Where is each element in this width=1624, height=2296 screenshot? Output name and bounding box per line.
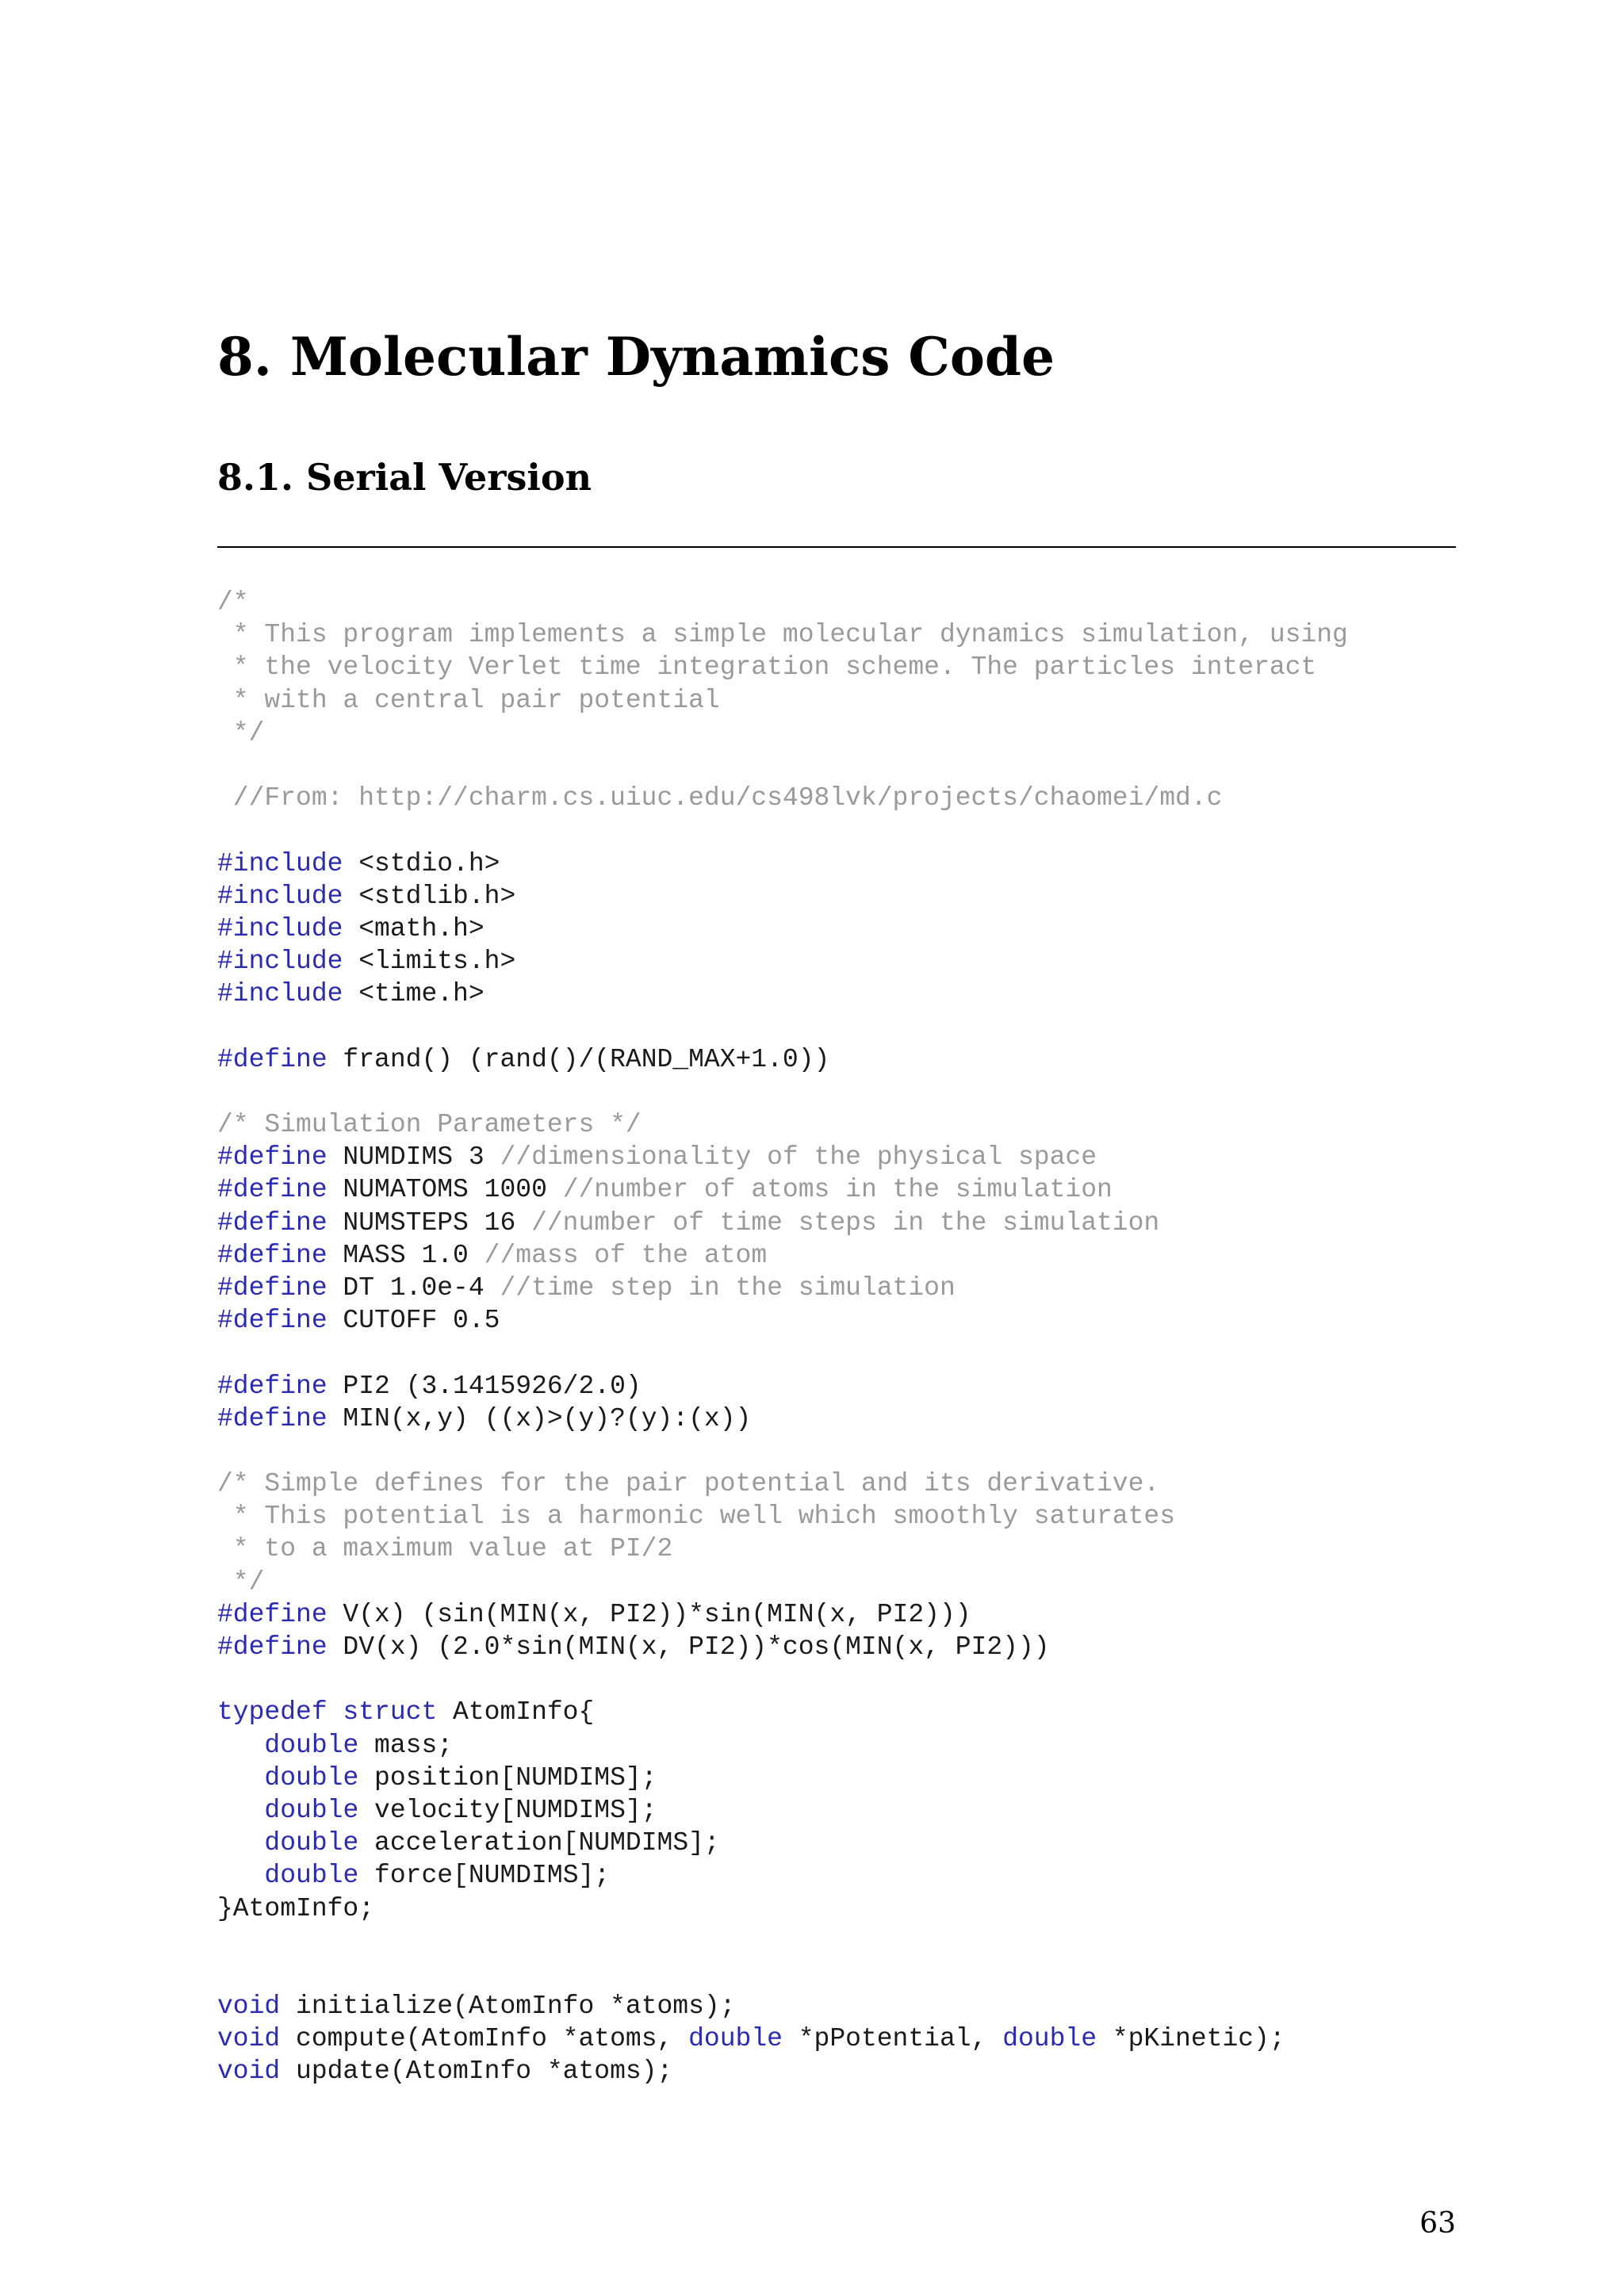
code-keyword: #define [217, 1272, 327, 1303]
code-line [217, 1402, 1348, 1435]
chapter-title: 8. Molecular Dynamics Code [217, 326, 1055, 388]
code-line [217, 1108, 1348, 1141]
code-text: NUMSTEPS 16 [327, 1207, 532, 1238]
code-line [217, 1435, 1348, 1468]
code-comment: //mass of the atom [484, 1240, 768, 1270]
code-text [217, 1861, 264, 1890]
code-text: velocity[NUMDIMS]; [358, 1795, 657, 1825]
code-text [217, 1796, 264, 1825]
code-keyword: void [217, 1992, 281, 2022]
code-line [217, 1663, 1348, 1696]
code-comment: */ [217, 718, 265, 748]
code-text: AtomInfo{ [437, 1697, 595, 1728]
code-comment: /* Simple defines for the pair potential and its derivative. [217, 1469, 1160, 1499]
code-keyword: #include [217, 913, 343, 943]
code-comment: /* Simulation Parameters */ [217, 1110, 642, 1139]
code-keyword: void [217, 2057, 281, 2087]
code-text: }AtomInfo; [217, 1893, 375, 1923]
code-line [217, 1076, 1348, 1108]
code-text: PI2 (3.1415926/2.0) [327, 1371, 642, 1401]
code-line [217, 1957, 1348, 1990]
code-line [217, 880, 1348, 913]
code-line [217, 782, 1348, 814]
code-line [217, 618, 1348, 651]
code-line [217, 1859, 1348, 1892]
code-text [217, 1731, 264, 1760]
code-text: mass; [358, 1730, 454, 1760]
section-title: 8.1. Serial Version [217, 456, 592, 499]
code-line [217, 1141, 1348, 1173]
code-text: frand() (rand()/(RAND_MAX+1.0)) [327, 1044, 830, 1074]
code-line [217, 684, 1348, 717]
code-line [217, 1207, 1348, 1239]
code-comment: */ [217, 1567, 265, 1597]
code-comment: * This potential is a harmonic well which smoothly saturates [217, 1502, 1175, 1532]
code-keyword: #define [217, 1632, 327, 1662]
code-text: NUMDIMS 3 [327, 1142, 500, 1173]
code-keyword: #define [217, 1044, 327, 1074]
code-comment: //number of time steps in the simulation [531, 1207, 1160, 1238]
code-keyword: double [264, 1861, 359, 1891]
code-line [217, 1370, 1348, 1402]
code-line [217, 945, 1348, 978]
code-keyword: #define [217, 1175, 327, 1205]
code-comment: * to a maximum value at PI/2 [217, 1534, 673, 1564]
code-text [217, 1763, 264, 1793]
code-line [217, 1010, 1348, 1043]
code-text: <stdlib.h> [343, 881, 516, 911]
code-comment: //number of atoms in the simulation [562, 1175, 1113, 1205]
code-line [217, 1925, 1348, 1957]
code-keyword: double [688, 2024, 783, 2054]
code-keyword: #include [217, 881, 343, 911]
code-line [217, 913, 1348, 945]
code-line [217, 2055, 1348, 2087]
code-line [217, 1468, 1348, 1500]
code-text: DV(x) (2.0*sin(MIN(x, PI2))*cos(MIN(x, PI2))) [327, 1632, 1050, 1662]
code-comment: /* [217, 587, 249, 617]
code-line [217, 848, 1348, 880]
code-text: <stdio.h> [343, 848, 500, 878]
code-keyword: #define [217, 1371, 327, 1401]
code-keyword: double [1002, 2024, 1097, 2054]
code-text: update(AtomInfo *atoms); [280, 2057, 673, 2087]
code-keyword: typedef struct [217, 1697, 438, 1728]
code-text: NUMATOMS 1000 [327, 1175, 563, 1205]
code-keyword: #define [217, 1306, 327, 1336]
code-text: compute(AtomInfo *atoms, [280, 2024, 689, 2054]
code-line [217, 1794, 1348, 1827]
code-line [217, 1990, 1348, 2022]
code-comment: * This program implements a simple molecular dynamics simulation, using [217, 620, 1348, 650]
code-line [217, 1762, 1348, 1794]
code-line [217, 586, 1348, 618]
code-line [217, 1173, 1348, 1206]
code-keyword: void [217, 2024, 281, 2054]
code-line [217, 1827, 1348, 1859]
code-line [217, 1892, 1348, 1925]
code-keyword: #include [217, 979, 343, 1009]
code-keyword: #include [217, 848, 343, 878]
code-text: position[NUMDIMS]; [358, 1762, 657, 1793]
code-text: <limits.h> [343, 947, 516, 977]
code-line [217, 1696, 1348, 1728]
code-text: acceleration[NUMDIMS]; [358, 1828, 720, 1858]
code-text [217, 1828, 264, 1858]
code-text: *pKinetic); [1097, 2024, 1285, 2054]
code-comment: //From: http://charm.cs.uiuc.edu/cs498lvk/projects/chaomei/md.c [217, 783, 1223, 813]
code-line [217, 651, 1348, 683]
code-keyword: #define [217, 1240, 327, 1270]
code-line [217, 1533, 1348, 1565]
code-line [217, 1272, 1348, 1304]
code-text: force[NUMDIMS]; [358, 1861, 611, 1891]
code-text: initialize(AtomInfo *atoms); [280, 1992, 736, 2022]
code-line [217, 717, 1348, 749]
code-line [217, 814, 1348, 847]
code-comment: //time step in the simulation [500, 1272, 956, 1303]
code-line [217, 1631, 1348, 1663]
code-line [217, 1729, 1348, 1762]
code-comment: * with a central pair potential [217, 685, 720, 715]
code-listing [217, 586, 1348, 2088]
code-keyword: #define [217, 1142, 327, 1173]
code-comment: * the velocity Verlet time integration scheme. The particles interact [217, 652, 1317, 683]
code-line [217, 1500, 1348, 1533]
page-number: 63 [1419, 2207, 1456, 2240]
code-line [217, 978, 1348, 1010]
code-text: MASS 1.0 [327, 1240, 485, 1270]
code-keyword: double [264, 1828, 359, 1858]
code-keyword: double [264, 1795, 359, 1825]
code-line [217, 749, 1348, 782]
code-keyword: #define [217, 1403, 327, 1433]
code-line [217, 1304, 1348, 1337]
code-line [217, 1043, 1348, 1076]
code-keyword: #include [217, 947, 343, 977]
code-text: CUTOFF 0.5 [327, 1306, 500, 1336]
code-line [217, 1598, 1348, 1631]
code-keyword: double [264, 1730, 359, 1760]
code-line [217, 2022, 1348, 2055]
code-text: <time.h> [343, 979, 485, 1009]
code-line [217, 1239, 1348, 1272]
code-comment: //dimensionality of the physical space [500, 1142, 1097, 1173]
code-text: MIN(x,y) ((x)>(y)?(y):(x)) [327, 1403, 752, 1433]
code-keyword: #define [217, 1207, 327, 1238]
code-text: <math.h> [343, 913, 485, 943]
code-text: *pPotential, [782, 2024, 1003, 2054]
code-text: V(x) (sin(MIN(x, PI2))*sin(MIN(x, PI2))) [327, 1599, 971, 1629]
code-listing-top-rule [217, 546, 1456, 548]
code-text: DT 1.0e-4 [327, 1272, 500, 1303]
code-keyword: double [264, 1762, 359, 1793]
code-keyword: #define [217, 1599, 327, 1629]
code-line [217, 1566, 1348, 1598]
code-line [217, 1337, 1348, 1369]
